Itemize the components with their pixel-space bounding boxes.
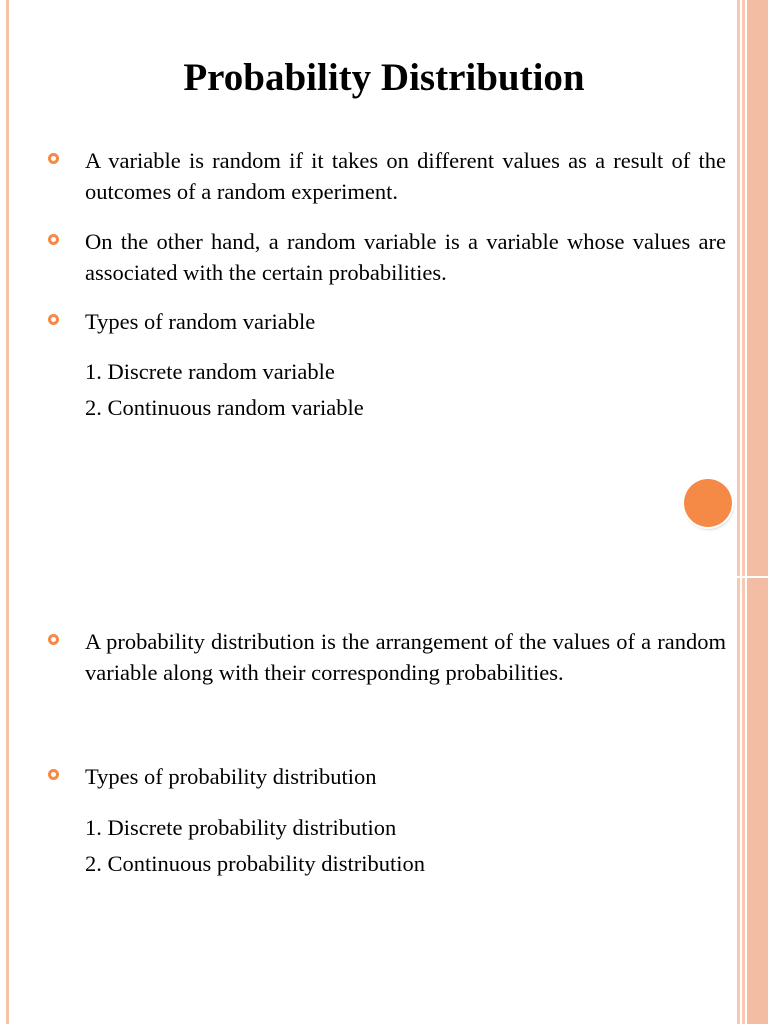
slide-title: Probability Distribution xyxy=(183,56,585,99)
bullet-circle-icon xyxy=(48,769,59,780)
bullet-circle-icon xyxy=(48,234,59,245)
bullet-text: A probability distribution is the arrangement of the values of a random variable along with their corresponding probabilities. xyxy=(85,629,726,685)
bullet-item-1 xyxy=(46,145,726,207)
list-item: 2. Continuous probability distribution xyxy=(85,851,426,876)
right-decorative-stripes xyxy=(737,0,768,1024)
bullet-circle-icon xyxy=(48,634,59,645)
bullet-item-3 xyxy=(46,306,726,337)
bullet-text: A variable is random if it takes on different values as a result of the outcomes of a random experiment. xyxy=(85,148,726,204)
bullet-circle-icon xyxy=(48,153,59,164)
random-variable-types-list xyxy=(85,354,725,426)
bullet-item-2 xyxy=(46,226,726,288)
stripe-divider xyxy=(737,576,768,578)
bullet-item-5 xyxy=(46,761,726,792)
list-item: 2. Continuous random variable xyxy=(85,395,364,420)
orange-circle-decoration xyxy=(684,479,732,527)
list-item: 1. Discrete probability distribution xyxy=(85,815,397,840)
bullet-item-4 xyxy=(46,626,726,688)
stripe-thin-1 xyxy=(737,0,740,1024)
stripe-wide xyxy=(747,0,768,1024)
bullet-circle-icon xyxy=(48,314,59,325)
distribution-types-list xyxy=(85,810,725,882)
stripe-thin-2 xyxy=(742,0,745,1024)
bullet-text: Types of probability distribution xyxy=(85,764,377,789)
bullet-text: Types of random variable xyxy=(85,309,316,334)
bullet-text: On the other hand, a random variable is a variable whose values are associated with the certain probabilities. xyxy=(85,229,726,285)
left-border-line xyxy=(6,0,9,1024)
list-item: 1. Discrete random variable xyxy=(85,359,335,384)
